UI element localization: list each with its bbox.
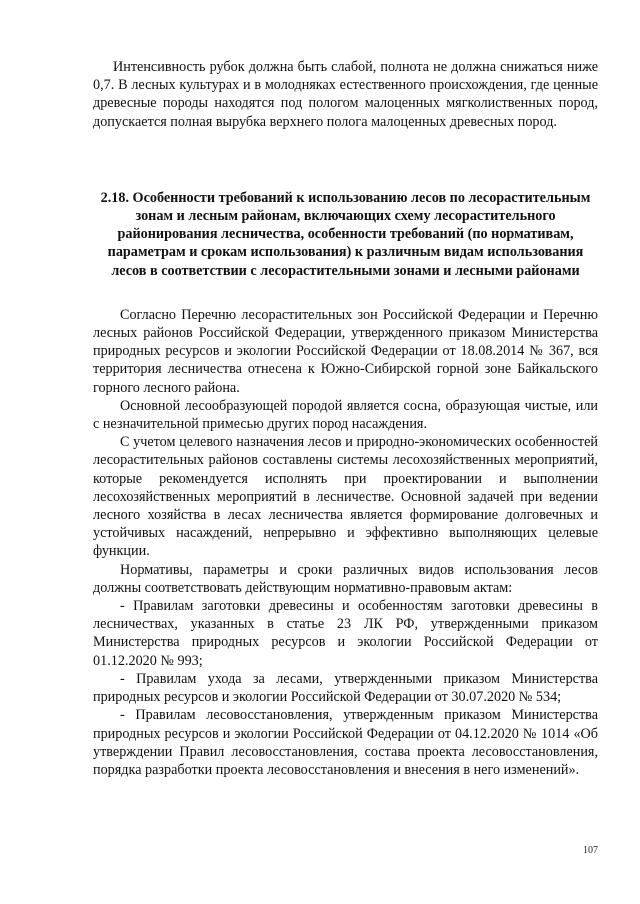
legal-act-item: - Правилам заготовки древесины и особенностям заготовки древесины в лесничествах, указанных в статье 23 ЛК РФ, утвержденными приказом Министерства природных ресурсов и экологии Российской Федерации от 01.12.2020 № 993; xyxy=(93,598,598,669)
legal-act-item: - Правилам ухода за лесами, утвержденными приказом Министерства природных ресурсов и экологии Российской Федерации от 30.07.2020 № 534; xyxy=(93,670,598,706)
paragraph-measures: С учетом целевого назначения лесов и природно-экономических особенностей лесорастительных районов составлены системы лесохозяйственных мероприятий, которые рекомендуется исполнять при проектировании и выполнении лесохозяйственных мероприятий в лесничестве. Основной задачей при ведении лесного хозяйства в лесах лесничества является формирование долговечных и устойчивых насаждений, непрерывно и эффективно выполняющих целевые функции. xyxy=(93,434,598,560)
legal-act-item: - Правилам лесовосстановления, утвержденным приказом Министерства природных ресурсов и экологии Российской Федерации от 04.12.2020 № 1014 «Об утверждении Правил лесовосстановления, состава проекта лесовосстановления, порядка разработки проекта лесовосстановления и внесения в него изменений». xyxy=(93,707,598,778)
intro-paragraph: Интенсивность рубок должна быть слабой, полнота не должна снижаться ниже 0,7. В лесных культурах и в молодняках естественного происхождения, где ценные древесные породы находятся под пологом малоценных мягколиственных пород, допускается полная вырубка верхнего полога малоценных древесных пород. xyxy=(93,59,598,130)
paragraph-zones: Согласно Перечню лесорастительных зон Российской Федерации и Перечню лесных районов Российской Федерации, утвержденного приказом Министерства природных ресурсов и экологии Российской Федерации от 18.08.2014 № 367, вся территория лесничества отнесена к Южно-Сибирской горной зоне Байкальского горного лесного района. xyxy=(93,306,598,396)
page-number: 107 xyxy=(583,845,598,856)
section-body xyxy=(93,306,598,779)
paragraph-norms: Нормативы, параметры и сроки различных видов использования лесов должны соответствовать действующим нормативно-правовым актам: xyxy=(93,561,598,596)
legal-acts-list xyxy=(93,597,598,779)
document-page xyxy=(93,58,598,779)
section-heading: 2.18. Особенности требований к использованию лесов по лесорастительным зонам и лесным районам, включающих схему лесорастительного районирования лесничества, особенности требований (по нормативам, параметрам и срокам использования) к различным видам использования лесов в соответствии с лесорастительными зонами и лесными районами xyxy=(100,189,591,279)
paragraph-main-species: Основной лесообразующей породой является сосна, образующая чистые, или с незначительной примесью других пород насаждения. xyxy=(93,397,598,433)
